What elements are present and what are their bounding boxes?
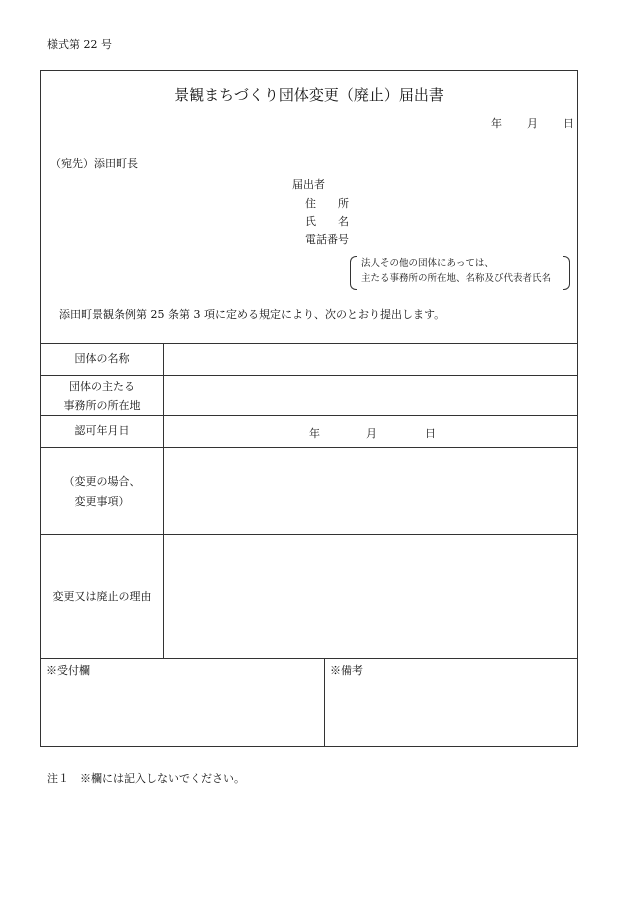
reason-field[interactable] — [164, 535, 577, 658]
reason-label: 変更又は廃止の理由 — [52, 590, 152, 603]
office-address-field[interactable] — [164, 376, 577, 415]
group-name-field[interactable] — [164, 344, 577, 375]
remarks-label: ※備考 — [330, 664, 363, 677]
form-title: 景観まちづくり団体変更（廃止）届出書 — [174, 86, 444, 104]
approval-year: 年 — [309, 427, 320, 440]
form-number: 様式第 22 号 — [47, 38, 112, 51]
name-label: 氏 名 — [305, 215, 349, 228]
change-label-line1: （変更の場合、 — [63, 475, 141, 488]
footnote: 注１ ※欄には記入しないでください。 — [47, 772, 245, 785]
change-label-line2: 変更事項） — [74, 495, 130, 508]
note-bracket-right — [563, 256, 570, 290]
change-items-field[interactable] — [164, 448, 577, 534]
statement: 添田町景観条例第 25 条第 3 項に定める規定により、次のとおり提出します。 — [59, 308, 446, 321]
footer-column-divider — [324, 658, 325, 747]
reception-label: ※受付欄 — [46, 664, 90, 677]
note-bracket-left — [350, 256, 357, 290]
phone-label: 電話番号 — [305, 233, 349, 246]
corporate-note-line1: 法人その他の団体にあっては、 — [361, 258, 494, 269]
notifier-heading: 届出者 — [292, 178, 325, 191]
approval-day: 日 — [425, 427, 436, 440]
date-year: 年 — [491, 117, 502, 130]
group-name-label: 団体の名称 — [74, 352, 130, 365]
address-label: 住 所 — [305, 197, 349, 210]
approval-date-label: 認可年月日 — [74, 424, 130, 437]
date-day: 日 — [563, 117, 574, 130]
approval-month: 月 — [366, 427, 377, 440]
corporate-note-line2: 主たる事務所の所在地、名称及び代表者氏名 — [361, 273, 552, 284]
date-month: 月 — [527, 117, 538, 130]
office-label-line2: 事務所の所在地 — [63, 399, 141, 412]
office-label-line1: 団体の主たる — [69, 380, 135, 393]
addressee: （宛先）添田町長 — [50, 157, 138, 170]
row-divider — [40, 658, 578, 659]
